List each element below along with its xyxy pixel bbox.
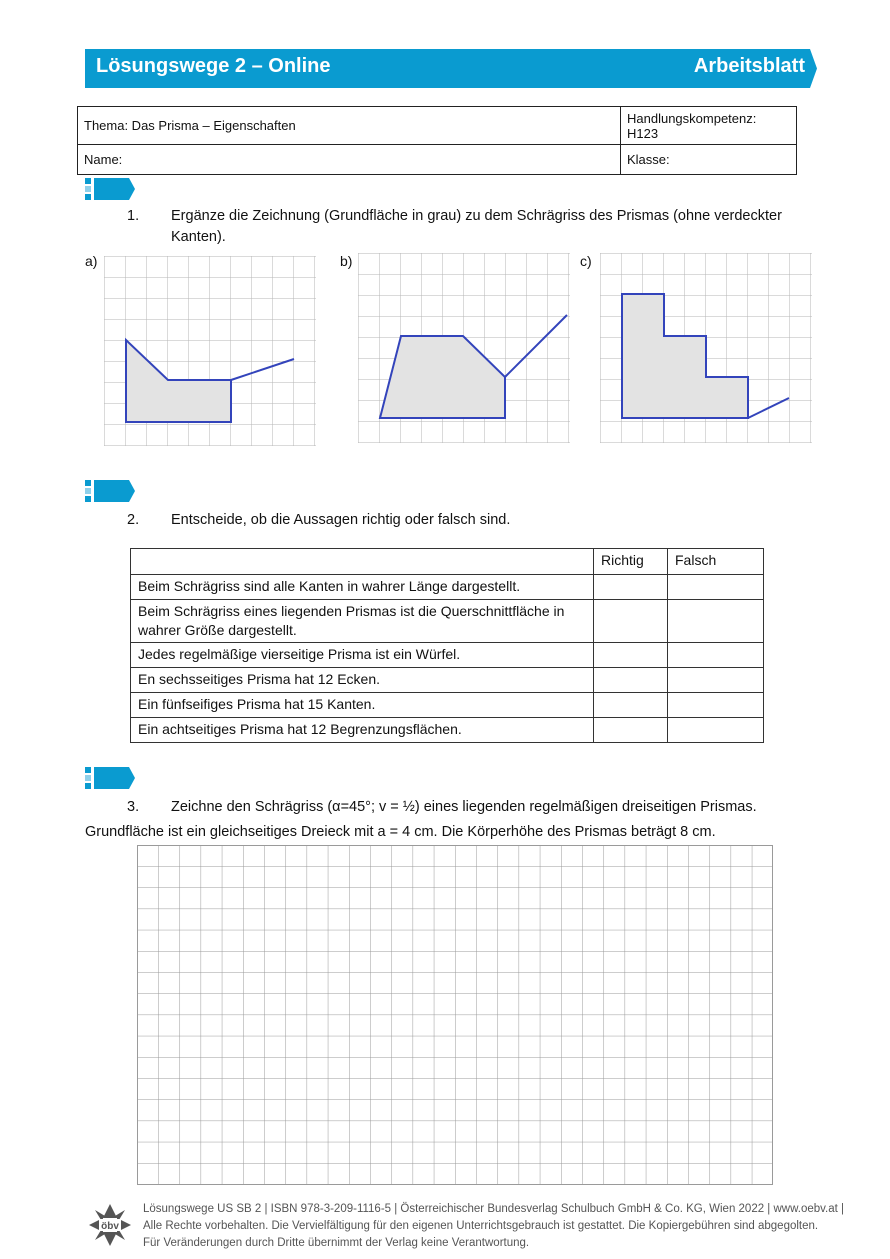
richtig-checkbox[interactable] <box>594 668 668 693</box>
footer-text <box>143 1201 844 1252</box>
richtig-checkbox[interactable] <box>594 718 668 743</box>
falsch-checkbox[interactable] <box>668 643 764 668</box>
statement-text: Beim Schrägriss sind alle Kanten in wahrer Länge dargestellt. <box>131 575 594 600</box>
task3-line2: Grundfläche ist ein gleichseitiges Dreieck mit a = 4 cm. Die Körperhöhe des Prismas beträgt 8 cm. <box>85 824 716 840</box>
section-marker-icon <box>85 178 135 200</box>
kompetenz-value: H123 <box>627 125 659 141</box>
footer-line1: Lösungswege US SB 2 | ISBN 978-3-209-1116-5 | Österreichischer Bundesverlag Schulbuch GmbH & Co. KG, Wien 2022 | www.oebv.at | <box>143 1203 845 1215</box>
section-marker-icon <box>85 480 135 502</box>
task3-line1 <box>127 797 757 818</box>
statement-text: Jedes regelmäßige vierseitige Prisma ist ein Würfel. <box>131 643 594 668</box>
header-doc-type: Arbeitsblatt <box>693 55 805 77</box>
kompetenz-cell <box>621 107 797 145</box>
grid-c[interactable] <box>600 253 812 443</box>
task2-text: Entscheide, ob die Aussagen richtig oder falsch sind. <box>171 512 511 528</box>
falsch-checkbox[interactable] <box>668 600 764 643</box>
section-marker-icon <box>85 767 135 789</box>
drawing-grid[interactable] <box>137 845 773 1185</box>
task1-number: 1. <box>127 208 140 224</box>
task3-number: 3. <box>127 799 140 815</box>
task2-number: 2. <box>127 512 140 528</box>
info-table <box>77 106 797 175</box>
richtig-checkbox[interactable] <box>594 575 668 600</box>
statement-text: Beim Schrägriss eines liegenden Prismas ist die Querschnittfläche in wahrer Größe dargestellt. <box>131 600 594 643</box>
falsch-checkbox[interactable] <box>668 668 764 693</box>
footer-line3: Für Veränderungen durch Dritte übernimmt der Verlag keine Verantwortung. <box>143 1237 530 1249</box>
footer-line2: Alle Rechte vorbehalten. Die Vervielfältigung für den eigenen Unterrichtsgebrauch ist gestattet. Die Kopiergebühren sind abgegolten. <box>143 1220 819 1232</box>
name-field[interactable]: Name: <box>78 145 621 175</box>
col-header-falsch: Falsch <box>668 549 764 575</box>
grid-a[interactable] <box>104 256 316 446</box>
task1-instruction <box>127 206 797 248</box>
richtig-checkbox[interactable] <box>594 643 668 668</box>
grid-b[interactable] <box>358 253 570 443</box>
falsch-checkbox[interactable] <box>668 693 764 718</box>
statement-table <box>130 548 764 743</box>
falsch-checkbox[interactable] <box>668 575 764 600</box>
task1-label-b: b) <box>340 253 353 269</box>
klasse-field[interactable]: Klasse: <box>621 145 797 175</box>
col-header-richtig: Richtig <box>594 549 668 575</box>
statement-text: Ein fünfseifiges Prisma hat 15 Kanten. <box>131 693 594 718</box>
falsch-checkbox[interactable] <box>668 718 764 743</box>
task1-label-a: a) <box>85 253 98 269</box>
task1-label-c: c) <box>580 253 592 269</box>
statement-text: Ein achtseitiges Prisma hat 12 Begrenzungsflächen. <box>131 718 594 743</box>
richtig-checkbox[interactable] <box>594 693 668 718</box>
logo-text: öbv <box>101 1221 119 1232</box>
thema-cell: Thema: Das Prisma – Eigenschaften <box>78 107 621 145</box>
richtig-checkbox[interactable] <box>594 600 668 643</box>
task1-text: Ergänze die Zeichnung (Grundfläche in grau) zu dem Schrägriss des Prismas (ohne verdeckter Kanten). <box>171 208 782 245</box>
task3-text: Zeichne den Schrägriss (α=45°; v = ½) eines liegenden regelmäßigen dreiseitigen Prismas. <box>171 799 757 815</box>
statement-text: En sechsseitiges Prisma hat 12 Ecken. <box>131 668 594 693</box>
kompetenz-label: Handlungskompetenz: <box>627 110 757 126</box>
task2-instruction <box>127 510 510 531</box>
header-title: Lösungswege 2 – Online <box>96 55 331 77</box>
oebv-logo <box>87 1202 133 1248</box>
